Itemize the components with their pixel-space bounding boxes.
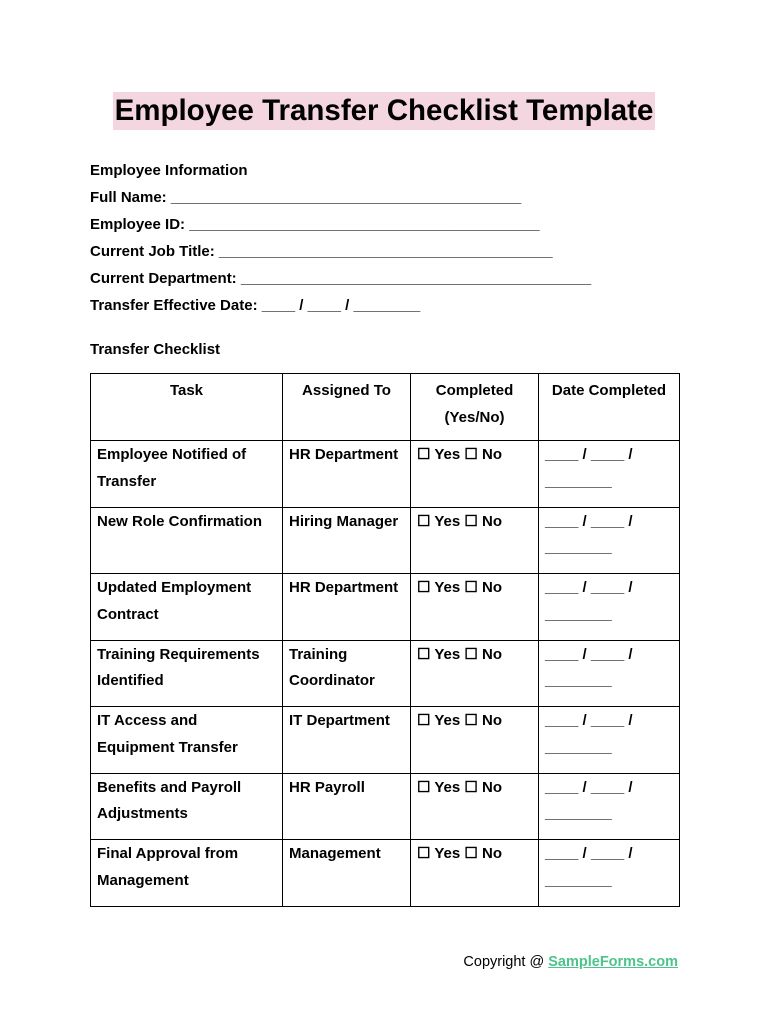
full-name-field[interactable]: Full Name: __________________________________________ [90,189,522,206]
table-row [91,507,680,574]
sampleforms-link[interactable]: SampleForms.com [548,954,678,970]
completed-checkbox-cell[interactable]: ☐ Yes ☐ No [411,840,539,907]
assigned-to-cell: HR Payroll [283,773,411,840]
task-cell: Benefits and Payroll Adjustments [91,773,283,840]
date-completed-cell[interactable]: ____ / ____ / ________ [539,707,680,774]
assigned-to-cell: Management [283,840,411,907]
date-completed-cell[interactable]: ____ / ____ / ________ [539,574,680,641]
task-cell: Training Requirements Identified [91,640,283,707]
completed-checkbox-cell[interactable]: ☐ Yes ☐ No [411,507,539,574]
copyright-text: Copyright @ [463,954,549,970]
assigned-to-cell: Training Coordinator [283,640,411,707]
transfer-effective-date-field[interactable]: Transfer Effective Date: ____ / ____ / ________ [90,297,421,314]
completed-checkbox-cell[interactable]: ☐ Yes ☐ No [411,707,539,774]
assigned-to-cell: HR Department [283,441,411,508]
current-department-field[interactable]: Current Department: __________________________________________ [90,270,592,287]
date-completed-cell[interactable]: ____ / ____ / ________ [539,640,680,707]
column-header-completed: Completed (Yes/No) [411,374,539,441]
transfer-checklist-table [90,373,680,907]
assigned-to-cell: Hiring Manager [283,507,411,574]
task-cell: Updated Employment Contract [91,574,283,641]
column-header-assigned-to: Assigned To [283,374,411,441]
page-title: Employee Transfer Checklist Template [113,92,656,130]
task-cell: New Role Confirmation [91,507,283,574]
table-row [91,773,680,840]
column-header-date-completed: Date Completed [539,374,680,441]
completed-checkbox-cell[interactable]: ☐ Yes ☐ No [411,640,539,707]
employee-information-section [90,160,591,322]
table-row [91,840,680,907]
table-header-row [91,374,680,441]
task-cell: Final Approval from Management [91,840,283,907]
task-cell: IT Access and Equipment Transfer [91,707,283,774]
current-job-title-field[interactable]: Current Job Title: ________________________________________ [90,243,553,260]
table-row [91,574,680,641]
completed-checkbox-cell[interactable]: ☐ Yes ☐ No [411,441,539,508]
title-container [0,92,768,130]
employee-information-heading: Employee Information [90,162,248,179]
task-cell: Employee Notified of Transfer [91,441,283,508]
table-row [91,707,680,774]
employee-id-field[interactable]: Employee ID: __________________________________________ [90,216,540,233]
completed-checkbox-cell[interactable]: ☐ Yes ☐ No [411,574,539,641]
date-completed-cell[interactable]: ____ / ____ / ________ [539,507,680,574]
date-completed-cell[interactable]: ____ / ____ / ________ [539,840,680,907]
column-header-task: Task [91,374,283,441]
table-row [91,441,680,508]
assigned-to-cell: IT Department [283,707,411,774]
date-completed-cell[interactable]: ____ / ____ / ________ [539,773,680,840]
assigned-to-cell: HR Department [283,574,411,641]
copyright-footer [463,952,678,972]
transfer-checklist-heading: Transfer Checklist [90,341,221,358]
table-row [91,640,680,707]
date-completed-cell[interactable]: ____ / ____ / ________ [539,441,680,508]
completed-checkbox-cell[interactable]: ☐ Yes ☐ No [411,773,539,840]
